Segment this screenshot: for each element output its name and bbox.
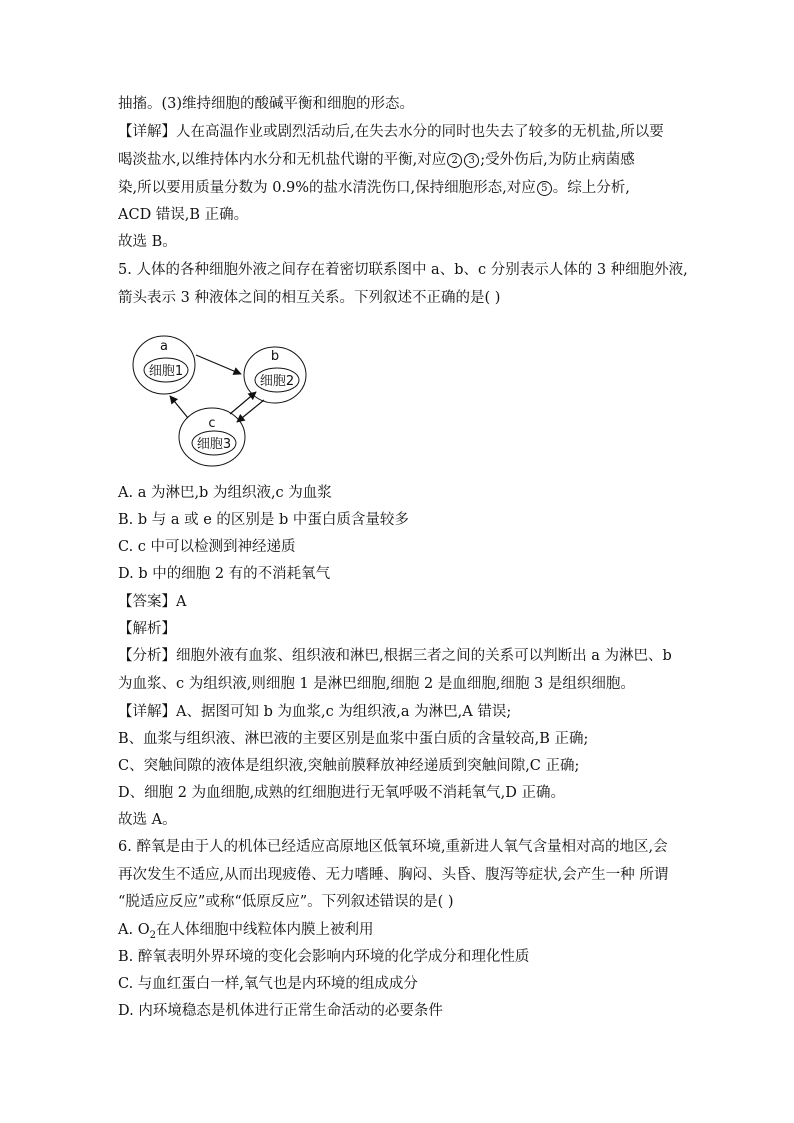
extracellular-fluid-diagram xyxy=(118,330,318,470)
section-tag: 【详解】 xyxy=(118,124,176,140)
text-span: 染,所以要用质量分数为 0.9%的盐水清洗伤口,保持细胞形态,对应 xyxy=(118,180,536,196)
q6-option-d: D. 内环境稳态是机体进行正常生命活动的必要条件 xyxy=(118,1003,443,1019)
text-line: ACD 错误,B 正确。 xyxy=(118,207,249,223)
analysis-line-2: 为血浆、c 为组织液,则细胞 1 是淋巴细胞,细胞 2 是血细胞,细胞 3 是组织细胞。 xyxy=(118,676,635,692)
option-a: A. a 为淋巴,b 为组织液,c 为血浆 xyxy=(118,485,332,501)
text-span: 。综上分析, xyxy=(552,180,630,196)
q6-option-b: B. 醉氧表明外界环境的变化会影响内环境的化学成分和理化性质 xyxy=(118,949,530,965)
option-c: C. c 中可以检测到神经递质 xyxy=(118,539,296,555)
question-6-line-2: 再次发生不适应,从而出现疲倦、无力嗜睡、胸闷、头昏、腹泻等症状,会产生一种 所谓 xyxy=(118,867,669,883)
arrow-c-to-b xyxy=(230,392,256,414)
subscript: 2 xyxy=(149,929,156,941)
detail-line-2: B、血浆与组织液、淋巴液的主要区别是血浆中蛋白质的含量较高,B 正确; xyxy=(118,731,589,747)
answer-line: 【答案】A xyxy=(118,594,187,610)
text-span: 人在高温作业或剧烈活动后,在失去水分的同时也失去了较多的无机盐,所以要 xyxy=(176,124,664,140)
cell-2-label: 细胞2 xyxy=(259,374,295,389)
arrow-c-to-a xyxy=(170,396,188,418)
question-5-line-1: 5. 人体的各种细胞外液之间存在着密切联系图中 a、b、c 分别表示人体的 3 种细胞外液, xyxy=(118,262,688,278)
text-span: 在人体细胞中线粒体内膜上被利用 xyxy=(155,922,374,938)
q6-option-a xyxy=(118,920,678,946)
text-span: 喝淡盐水,以维持体内水分和无机盐代谢的平衡,对应 xyxy=(118,152,447,168)
question-5-line-2: 箭头表示 3 种液体之间的相互关系。下列叙述不正确的是( ) xyxy=(118,290,501,306)
arrow-a-to-b xyxy=(196,355,241,374)
option-d: D. b 中的细胞 2 有的不消耗氧气 xyxy=(118,566,331,582)
text-line xyxy=(118,122,678,142)
text-span: A. O xyxy=(118,922,150,938)
text-line xyxy=(118,178,678,198)
circled-number: 2 xyxy=(447,153,462,168)
fluid-c-label: c xyxy=(208,416,216,431)
q6-option-c: C. 与血红蛋白一样,氧气也是内环境的组成成分 xyxy=(118,976,418,992)
text-line xyxy=(118,150,678,170)
analysis-line-1: 【分析】细胞外液有血浆、组织液和淋巴,根据三者之间的关系可以判断出 a 为淋巴、b xyxy=(118,648,672,664)
arrow-b-to-c xyxy=(237,400,264,422)
circled-number: 5 xyxy=(537,181,552,196)
fluid-b-label: b xyxy=(270,349,280,364)
question-6-line-1: 6. 醉氧是由于人的机体已经适应高原地区低氧环境,重新进人氧气含量相对高的地区,会 xyxy=(118,839,668,855)
circled-number: 3 xyxy=(464,153,479,168)
question-6-line-3: “脱适应反应”或称“低原反应”。下列叙述错误的是( ) xyxy=(118,894,454,910)
fluid-a-label: a xyxy=(160,339,168,354)
detail-line-3: C、突触间隙的液体是组织液,突触前膜释放神经递质到突触间隙,C 正确; xyxy=(118,758,580,774)
cell-3-label: 细胞3 xyxy=(196,437,232,452)
text-line: 故选 B。 xyxy=(118,234,177,250)
detail-line-4: D、细胞 2 为血细胞,成熟的红细胞进行无氧呼吸不消耗氧气,D 正确。 xyxy=(118,785,566,801)
text-line: 抽搐。(3)维持细胞的酸碱平衡和细胞的形态。 xyxy=(118,96,415,112)
option-b: B. b 与 a 或 e 的区别是 b 中蛋白质含量较多 xyxy=(118,512,409,528)
cell-1-label: 细胞1 xyxy=(148,364,184,379)
detail-line-1: 【详解】A、据图可知 b 为血浆,c 为组织液,a 为淋巴,A 错误; xyxy=(118,704,512,720)
analysis-heading: 【解析】 xyxy=(118,621,176,637)
text-span: ;受外伤后,为防止病菌感 xyxy=(480,152,635,168)
conclusion-line: 故选 A。 xyxy=(118,812,177,828)
